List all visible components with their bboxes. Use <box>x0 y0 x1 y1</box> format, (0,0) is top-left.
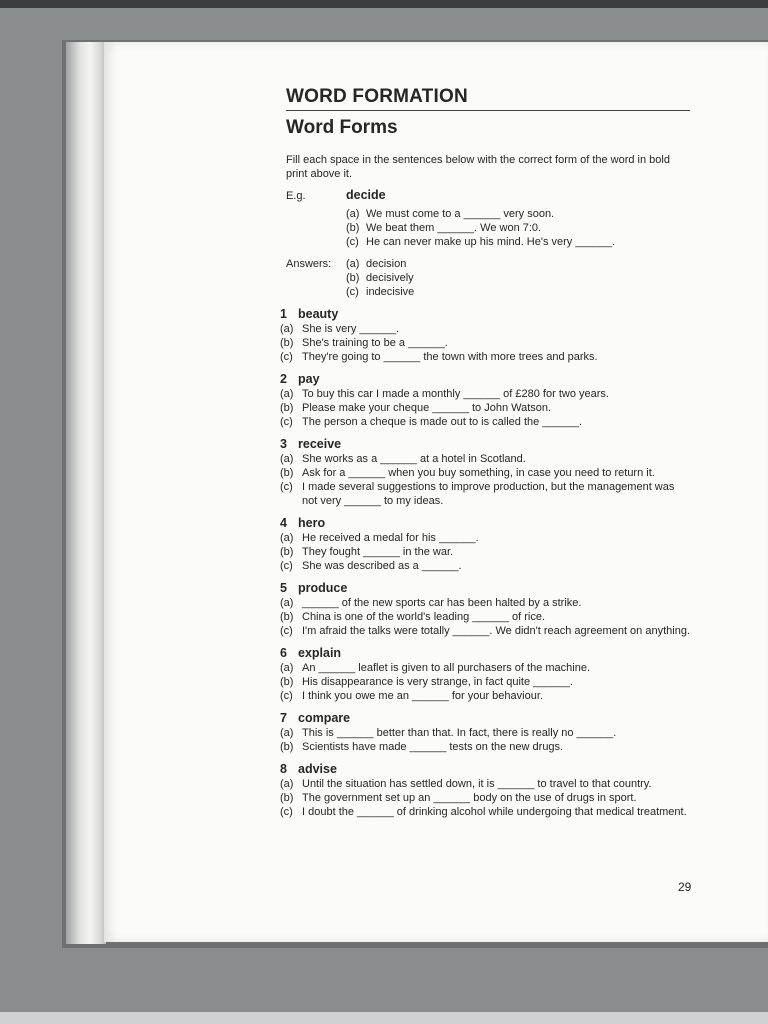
instructions: Fill each space in the sentences below with the correct form of the word in bold print above it. <box>286 154 670 180</box>
scan-border-bottom <box>0 1012 768 1024</box>
item-text: I doubt the ______ of drinking alcohol while undergoing that medical treatment. <box>302 806 687 818</box>
item-text: We must come to a ______ very soon. <box>366 208 555 220</box>
exercise-heading <box>280 762 690 777</box>
answers-list <box>346 257 690 299</box>
item-marker: (a) <box>280 662 294 674</box>
item-text: I'm afraid the talks were totally ______. We didn't reach agreement on anything. <box>302 625 690 637</box>
item-text: She works as a ______ at a hotel in Scotland. <box>302 453 526 465</box>
exercise-heading <box>280 516 690 531</box>
item-text: Ask for a ______ when you buy something, in case you need to return it. <box>302 467 655 479</box>
item-marker: (b) <box>346 222 360 234</box>
exercise-number: 2 <box>280 372 287 386</box>
item-marker: (c) <box>346 236 359 248</box>
exercise-heading <box>280 307 690 322</box>
page-number: 29 <box>678 880 692 894</box>
item-marker: (b) <box>280 467 294 479</box>
item-text: His disappearance is very strange, in fact quite ______. <box>302 676 573 688</box>
answers-block <box>286 257 690 299</box>
exercise-word: produce <box>298 581 348 595</box>
item-marker: (b) <box>280 546 294 558</box>
exercise-item <box>280 661 690 675</box>
exercise-5 <box>280 581 690 638</box>
item-text: He can never make up his mind. He's very ______. <box>366 236 616 248</box>
example-label: E.g. <box>286 190 306 202</box>
exercise-number: 1 <box>280 307 287 321</box>
item-text: I made several suggestions to improve production, but the management was not very ______ to my ideas. <box>302 481 675 507</box>
item-text: This is ______ better than that. In fact, there is really no ______. <box>302 727 617 739</box>
exercise-8 <box>280 762 690 819</box>
exercise-item <box>280 466 690 480</box>
item-marker: (a) <box>280 532 294 544</box>
exercise-3 <box>280 437 690 508</box>
item-text: The person a cheque is made out to is called the ______. <box>302 416 583 428</box>
item-text: She's training to be a ______. <box>302 337 448 349</box>
item-marker: (b) <box>280 741 294 753</box>
item-marker: (a) <box>280 453 294 465</box>
section-title: Word Forms <box>286 117 398 138</box>
answer-item <box>346 271 690 285</box>
item-text: decisively <box>366 272 414 284</box>
item-text: An ______ leaflet is given to all purchasers of the machine. <box>302 662 591 674</box>
exercise-heading <box>280 437 690 452</box>
exercise-item <box>280 387 690 401</box>
item-text: They fought ______ in the war. <box>302 546 454 558</box>
exercise-word: beauty <box>298 307 339 321</box>
item-text: The government set up an ______ body on the use of drugs in sport. <box>302 792 637 804</box>
exercise-item <box>280 559 690 573</box>
item-text: indecisive <box>366 286 415 298</box>
exercise-word: compare <box>298 711 351 725</box>
exercise-word: advise <box>298 762 337 776</box>
exercise-item <box>280 452 690 466</box>
exercise-word: hero <box>298 516 326 530</box>
item-marker: (a) <box>346 208 360 220</box>
item-marker: (b) <box>280 337 294 349</box>
item-text: To buy this car I made a monthly ______ of £280 for two years. <box>302 388 609 400</box>
chapter-title: WORD FORMATION <box>286 86 690 111</box>
exercise-item <box>280 777 690 791</box>
exercise-item <box>280 401 690 415</box>
item-marker: (a) <box>280 597 294 609</box>
item-marker: (a) <box>280 388 294 400</box>
exercise-word: pay <box>298 372 320 386</box>
item-marker: (c) <box>280 351 293 363</box>
exercise-number: 8 <box>280 762 287 776</box>
exercise-item <box>280 740 690 754</box>
example-sentence <box>346 235 690 249</box>
item-text: China is one of the world's leading ______ of rice. <box>302 611 546 623</box>
exercise-item <box>280 726 690 740</box>
item-marker: (c) <box>280 625 293 637</box>
exercise-item <box>280 689 690 703</box>
page-content <box>280 86 690 819</box>
scan-border-top <box>0 0 768 8</box>
exercise-item <box>280 624 690 638</box>
item-text: They're going to ______ the town with more trees and parks. <box>302 351 598 363</box>
item-text: She is very ______. <box>302 323 400 335</box>
answer-item <box>346 285 690 299</box>
exercise-item <box>280 531 690 545</box>
example-block <box>286 187 690 249</box>
item-text: Until the situation has settled down, it is ______ to travel to that country. <box>302 778 652 790</box>
item-marker: (a) <box>280 727 294 739</box>
book-spine <box>66 42 106 944</box>
exercise-heading <box>280 581 690 596</box>
book-page <box>104 42 768 942</box>
answers-label: Answers: <box>286 258 332 270</box>
item-text: I think you owe me an ______ for your behaviour. <box>302 690 543 702</box>
exercise-heading <box>280 372 690 387</box>
item-text: She was described as a ______. <box>302 560 462 572</box>
exercise-4 <box>280 516 690 573</box>
item-marker: (b) <box>280 676 294 688</box>
exercise-number: 7 <box>280 711 287 725</box>
exercise-1 <box>280 307 690 364</box>
exercise-item <box>280 322 690 336</box>
example-sentence <box>346 221 690 235</box>
example-sentences <box>346 207 690 249</box>
exercise-number: 6 <box>280 646 287 660</box>
exercise-item <box>280 336 690 350</box>
exercise-item <box>280 350 690 364</box>
item-marker: (a) <box>346 258 360 270</box>
exercise-word: receive <box>298 437 342 451</box>
exercise-number: 3 <box>280 437 287 451</box>
item-marker: (b) <box>280 792 294 804</box>
item-marker: (c) <box>280 481 293 493</box>
exercise-word: explain <box>298 646 342 660</box>
item-text: decision <box>366 258 407 270</box>
exercise-heading <box>280 711 690 726</box>
example-sentence <box>346 207 690 221</box>
item-text: Please make your cheque ______ to John Watson. <box>302 402 552 414</box>
example-word: decide <box>346 188 386 202</box>
exercise-item <box>280 791 690 805</box>
item-marker: (b) <box>280 402 294 414</box>
exercise-item <box>280 415 690 429</box>
item-text: We beat them ______. We won 7:0. <box>366 222 542 234</box>
item-marker: (c) <box>280 560 293 572</box>
item-marker: (c) <box>280 690 293 702</box>
exercise-item <box>280 480 690 508</box>
exercise-item <box>280 675 690 689</box>
exercise-item <box>280 596 690 610</box>
item-marker: (c) <box>346 286 359 298</box>
exercise-item <box>280 805 690 819</box>
item-text: He received a medal for his ______. <box>302 532 479 544</box>
answer-item <box>346 257 690 271</box>
exercise-item <box>280 545 690 559</box>
exercise-2 <box>280 372 690 429</box>
exercise-number: 5 <box>280 581 287 595</box>
item-marker: (a) <box>280 778 294 790</box>
exercise-item <box>280 610 690 624</box>
item-marker: (b) <box>280 611 294 623</box>
exercise-6 <box>280 646 690 703</box>
item-text: ______ of the new sports car has been halted by a strike. <box>302 597 582 609</box>
exercise-number: 4 <box>280 516 287 530</box>
item-marker: (c) <box>280 416 293 428</box>
exercise-7 <box>280 711 690 754</box>
item-marker: (b) <box>346 272 360 284</box>
item-text: Scientists have made ______ tests on the new drugs. <box>302 741 564 753</box>
item-marker: (c) <box>280 806 293 818</box>
exercise-heading <box>280 646 690 661</box>
item-marker: (a) <box>280 323 294 335</box>
